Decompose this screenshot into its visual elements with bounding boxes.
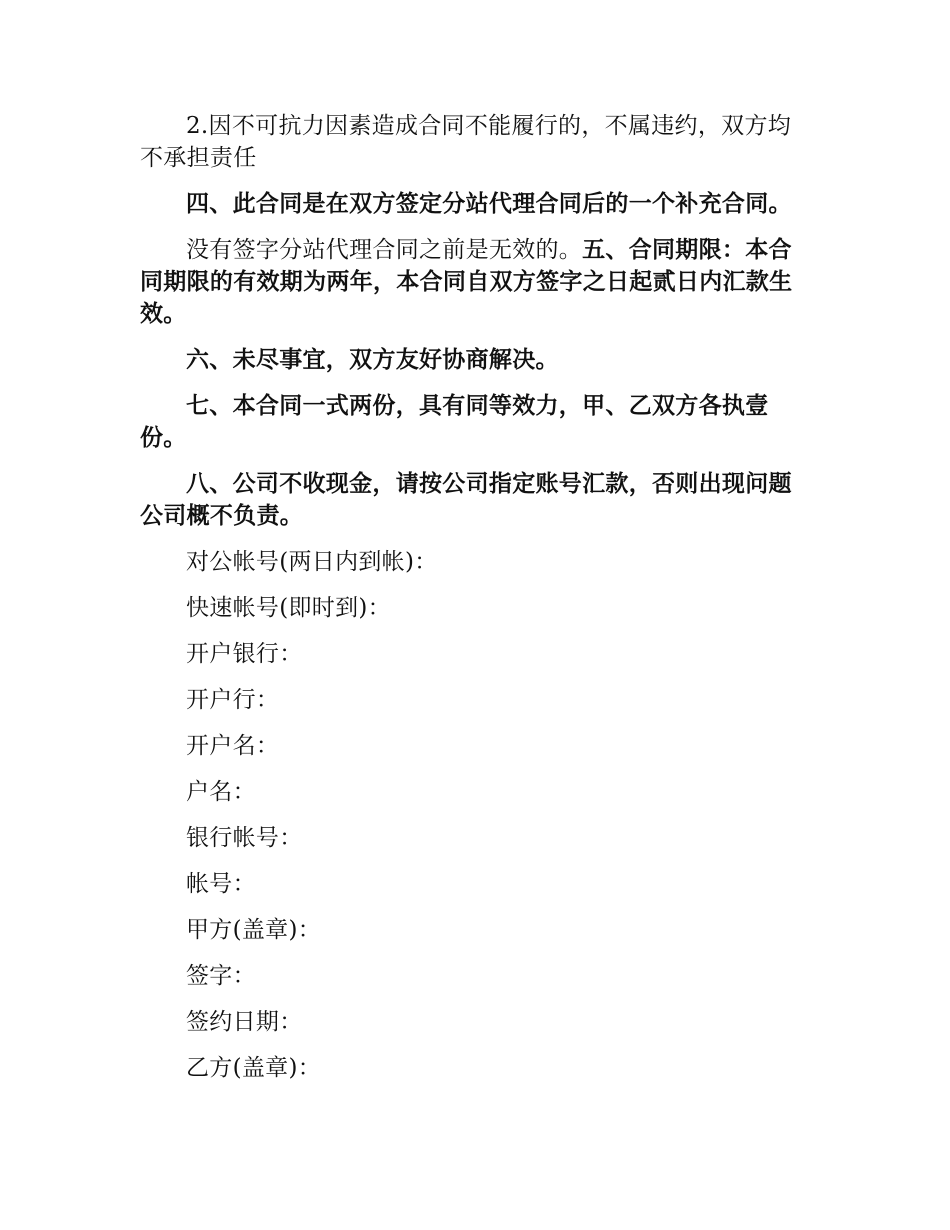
field-public-account: 对公帐号(两日内到帐)： xyxy=(186,549,438,575)
clause-force-majeure: 2.因不可抗力因素造成合同不能履行的，不属违约，双方均不承担责任 xyxy=(140,113,792,171)
field-holder-name: 户名： xyxy=(186,779,256,805)
section-4-5-paragraph xyxy=(140,234,812,330)
section-7: 七、本合同一式两份，具有同等效力，甲、乙双方各执壹份。 xyxy=(140,392,769,451)
field-fast-account: 快速帐号(即时到)： xyxy=(186,595,391,621)
section-6: 六、未尽事宜，双方友好协商解决。 xyxy=(186,346,559,373)
field-signing-date: 签约日期： xyxy=(186,1009,303,1035)
field-account-number: 帐号： xyxy=(186,871,256,897)
section-5-term: 五、合同期限：本合同期限的有效期为两年，本合同自双方签字之日起贰日内汇款生效。 xyxy=(140,236,793,327)
field-account-name: 开户名： xyxy=(186,733,280,759)
section-4-continuation: 没有签字分站代理合同之前是无效的。 xyxy=(186,237,583,263)
field-bank-account-number: 银行帐号： xyxy=(186,825,303,851)
document-page xyxy=(140,110,812,1098)
field-party-b-seal: 乙方(盖章)： xyxy=(186,1055,322,1081)
field-bank-branch: 开户行： xyxy=(186,687,280,713)
field-opening-bank: 开户银行： xyxy=(186,641,303,667)
section-4-heading: 四、此合同是在双方签定分站代理合同后的一个补充合同。 xyxy=(186,190,792,217)
field-signature: 签字： xyxy=(186,963,256,989)
field-party-a-seal: 甲方(盖章)： xyxy=(186,917,322,943)
section-8: 八、公司不收现金，请按公司指定账号汇款，否则出现问题公司概不负责。 xyxy=(140,470,792,529)
